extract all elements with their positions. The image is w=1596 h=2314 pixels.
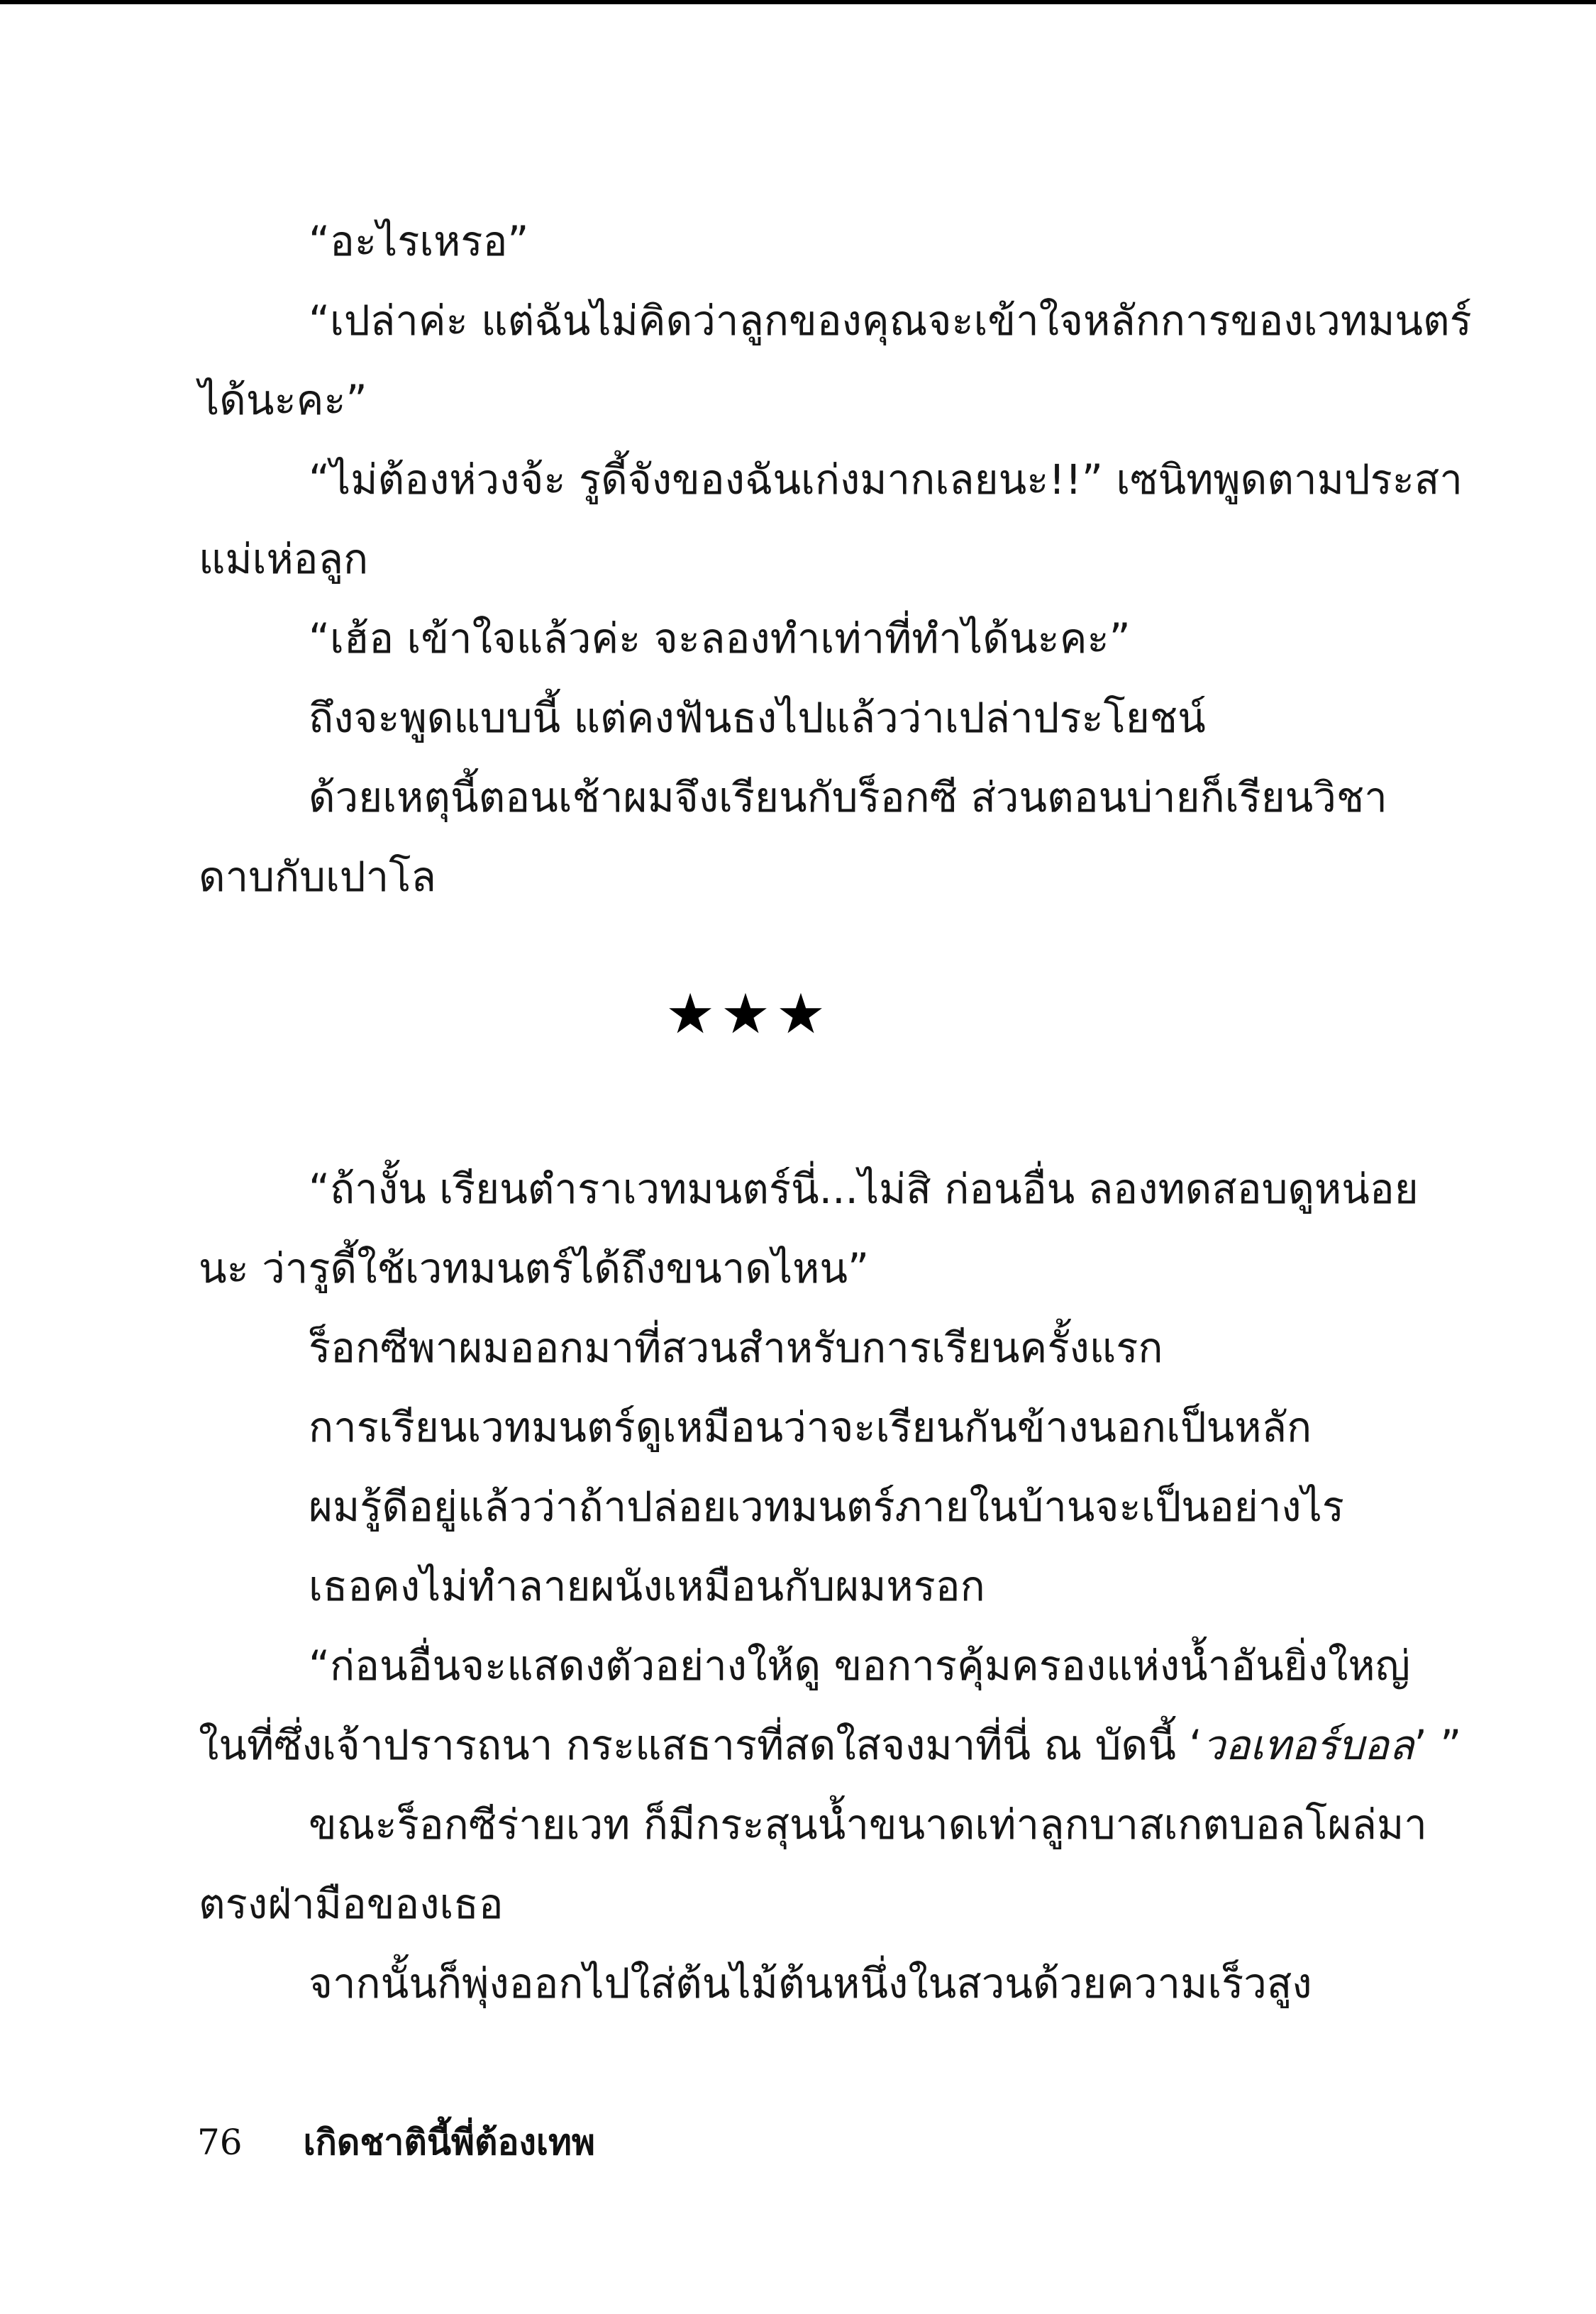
text-line-11: นะ ว่ารูดี้ใช้เวทมนตร์ได้ถึงขนาดไหน” (199, 1244, 870, 1292)
text-line-3: ได้นะคะ” (199, 376, 367, 424)
text-line-13: การเรียนเวทมนตร์ดูเหมือนว่าจะเรียนกันข้างนอกเป็นหลัก (309, 1403, 1312, 1451)
spell-name: วอเทอร์บอล (1202, 1721, 1414, 1769)
scene-break-stars: ★★★ (665, 982, 831, 1046)
text-line-5: แม่เห่อลูก (199, 535, 369, 583)
text-line-15: เธอคงไม่ทำลายผนังเหมือนกับผมหรอก (309, 1562, 985, 1610)
page-footer (197, 2114, 595, 2171)
text-line-6: “เฮ้อ เข้าใจแล้วค่ะ จะลองทำเท่าที่ทำได้นะคะ” (309, 614, 1131, 663)
text-line-8: ด้วยเหตุนี้ตอนเช้าผมจึงเรียนกับร็อกซี ส่วนตอนบ่ายก็เรียนวิชา (309, 773, 1387, 821)
text-line-19: ตรงฝ่ามือของเธอ (199, 1880, 504, 1928)
text-line-17 (199, 1717, 1461, 1773)
spell-close-quote: ’ ” (1414, 1721, 1462, 1769)
text-line-2: “เปล่าค่ะ แต่ฉันไม่คิดว่าลูกของคุณจะเข้าใจหลักการของเวทมนตร์ (309, 297, 1472, 345)
text-line-9: ดาบกับเปาโล (199, 853, 436, 901)
text-line-17-start: ในที่ซึ่งเจ้าปรารถนา กระแสธารที่สดใสจงมาที่นี่ ณ บัดนี้ ‘ (199, 1721, 1202, 1769)
text-line-7: ถึงจะพูดแบบนี้ แต่คงฟันธงไปแล้วว่าเปล่าประโยชน์ (309, 694, 1206, 742)
text-line-18: ขณะร็อกซีร่ายเวท ก็มีกระสุนน้ำขนาดเท่าลูกบาสเกตบอลโผล่มา (309, 1800, 1427, 1849)
text-line-16: “ก่อนอื่นจะแสดงตัวอย่างให้ดู ขอการคุ้มครองแห่งน้ำอันยิ่งใหญ่ (309, 1642, 1411, 1690)
text-line-14: ผมรู้ดีอยู่แล้วว่าถ้าปล่อยเวทมนตร์ภายในบ้านจะเป็นอย่างไร (309, 1483, 1344, 1531)
text-line-20: จากนั้นก็พุ่งออกไปใส่ต้นไม้ต้นหนึ่งในสวนด้วยความเร็วสูง (309, 1959, 1312, 2008)
book-title: เกิดชาตินี้พี่ต้องเทพ (303, 2121, 595, 2163)
text-line-1: “อะไรเหรอ” (309, 217, 529, 265)
text-line-10: “ถ้างั้น เรียนตำราเวทมนตร์นี่...ไม่สิ ก่อนอื่น ลองทดสอบดูหน่อย (309, 1165, 1419, 1213)
top-edge-rule (0, 0, 1596, 4)
page-number: 76 (197, 2122, 243, 2163)
text-line-4: “ไม่ต้องห่วงจ้ะ รูดี้จังของฉันเก่งมากเลยนะ!!” เซนิทพูดตามประสา (309, 455, 1463, 504)
text-line-12: ร็อกซีพาผมออกมาที่สวนสำหรับการเรียนครั้งแรก (309, 1324, 1163, 1372)
